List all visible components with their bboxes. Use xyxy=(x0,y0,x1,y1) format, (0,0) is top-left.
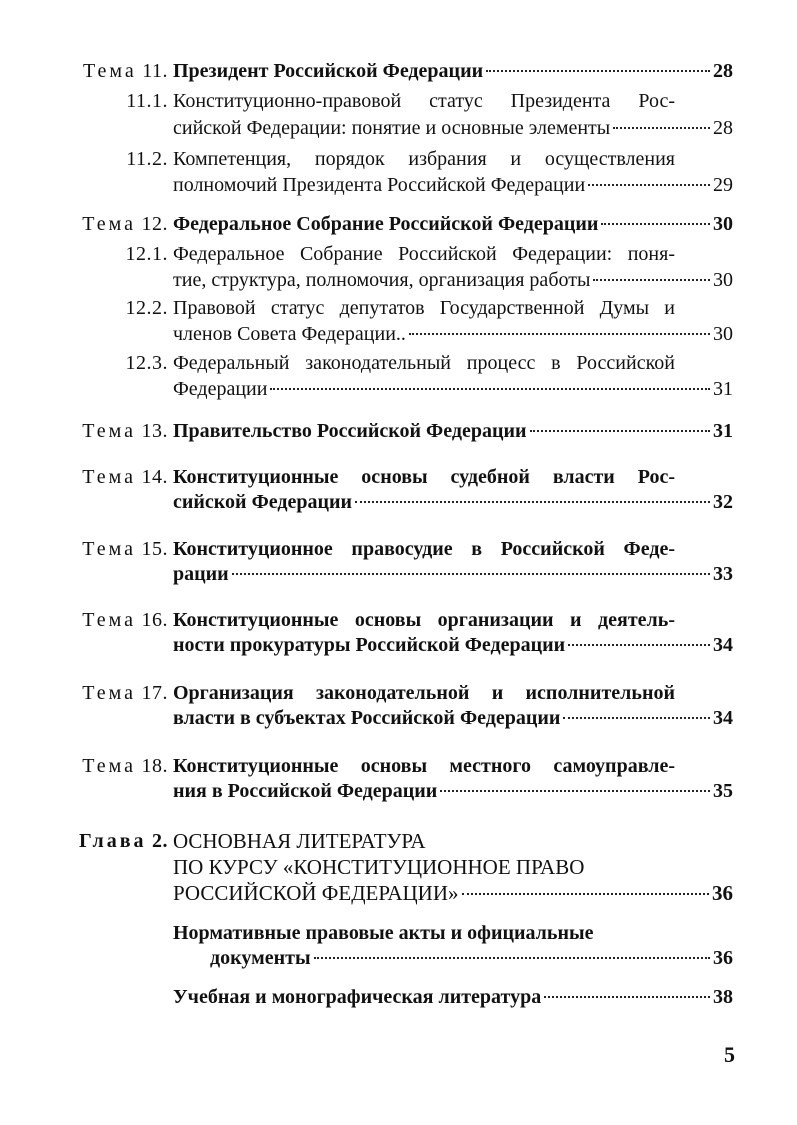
page-ref: 35 xyxy=(713,780,733,802)
page-ref: 30 xyxy=(713,269,733,291)
topic-keyword: Тема xyxy=(82,609,136,631)
topic-number: 16. xyxy=(141,609,168,631)
topic-title-cont: ния в Российской Федерации xyxy=(173,780,438,802)
topic-keyword: Тема xyxy=(82,213,136,235)
leader-dots xyxy=(530,430,710,432)
topic-title-line2 xyxy=(173,561,733,587)
section-title-line2 xyxy=(173,267,733,293)
section-title-line2 xyxy=(173,172,733,198)
leader-dots xyxy=(568,644,710,646)
topic-title: Федеральное Собрание Российской Федерации xyxy=(173,213,599,235)
section-title-cont: полномочий Президента Российской Федерации xyxy=(173,174,586,196)
page-ref: 36 xyxy=(713,947,733,969)
page-ref: 32 xyxy=(713,491,733,513)
topic-title-line1: Организация законодательной и исполнительной xyxy=(173,682,675,704)
topic-number: 14. xyxy=(141,466,168,488)
leader-dots xyxy=(314,957,710,959)
section-title-cont: сийской Федерации: понятие и основные элементы xyxy=(173,117,611,139)
topic-title-line xyxy=(173,211,733,237)
topic-title-cont: ности прокуратуры Российской Федерации xyxy=(173,634,566,656)
section-number: 12.2. xyxy=(125,297,168,319)
topic-keyword: Тема xyxy=(82,466,136,488)
section-number: 12.1. xyxy=(125,243,168,265)
leader-dots xyxy=(409,333,710,335)
topic-label xyxy=(72,682,168,705)
chapter-keyword: Глава xyxy=(79,830,147,852)
topic-title-line2 xyxy=(173,778,733,804)
page-ref: 31 xyxy=(713,378,733,400)
subsection-title-line1: Нормативные правовые акты и официальные xyxy=(173,922,594,944)
topic-keyword: Тема xyxy=(82,682,136,704)
topic-label xyxy=(72,538,168,561)
topic-label xyxy=(72,60,168,83)
topic-title-cont: сийской Федерации xyxy=(173,491,353,513)
topic-keyword: Тема xyxy=(82,538,136,560)
leader-dots xyxy=(593,279,710,281)
page-ref: 34 xyxy=(713,634,733,656)
page-ref: 38 xyxy=(713,986,733,1008)
section-title-line2 xyxy=(173,115,733,141)
leader-dots xyxy=(355,501,710,503)
topic-label xyxy=(72,420,168,443)
section-title-cont: Федерации xyxy=(173,378,268,400)
section-title-line1: Конституционно-правовой статус Президента Рос- xyxy=(173,90,675,112)
chapter-number: 2. xyxy=(152,830,168,852)
section-title-cont: тие, структура, полномочия, организация работы xyxy=(173,269,591,291)
topic-title-line2 xyxy=(173,705,733,731)
subsection-title-line xyxy=(173,984,733,1010)
page-ref: 34 xyxy=(713,707,733,729)
leader-dots xyxy=(601,223,710,225)
chapter-title-line3 xyxy=(173,880,733,906)
topic-number: 12. xyxy=(141,213,168,235)
page-number: 5 xyxy=(724,1042,735,1067)
leader-dots xyxy=(232,573,710,575)
subsection-title-line2 xyxy=(210,945,733,971)
leader-dots xyxy=(544,996,710,998)
topic-number: 17. xyxy=(141,682,168,704)
page-ref: 30 xyxy=(713,213,733,235)
topic-title-line1: Конституционные основы местного самоуправле- xyxy=(173,755,675,777)
topic-title: Президент Российской Федерации xyxy=(173,60,484,82)
leader-dots xyxy=(563,717,710,719)
topic-title-line2 xyxy=(173,632,733,658)
section-title-line1: Федеральный законодательный процесс в Российской xyxy=(173,352,675,374)
page-ref: 36 xyxy=(712,881,733,905)
topic-title: Правительство Российской Федерации xyxy=(173,420,527,442)
section-title-line1: Федеральное Собрание Российской Федерации: поня- xyxy=(173,243,675,265)
page-ref: 33 xyxy=(713,563,733,585)
topic-title-cont: власти в субъектах Российской Федерации xyxy=(173,707,561,729)
topic-keyword: Тема xyxy=(82,420,136,442)
topic-title-line1: Конституционные основы судебной власти Рос- xyxy=(173,466,675,488)
leader-dots xyxy=(462,893,710,895)
topic-label xyxy=(72,466,168,489)
leader-dots xyxy=(486,70,710,72)
leader-dots xyxy=(588,184,710,186)
chapter-title-line1: ОСНОВНАЯ ЛИТЕРАТУРА xyxy=(173,829,426,853)
topic-title-line xyxy=(173,418,733,444)
section-number: 11.1. xyxy=(126,90,168,112)
section-title-line1: Правовой статус депутатов Государственной Думы и xyxy=(173,297,675,319)
topic-number: 11. xyxy=(142,60,168,82)
chapter-title-line2: ПО КУРСУ «КОНСТИТУЦИОННОЕ ПРАВО xyxy=(173,855,585,879)
section-number: 12.3. xyxy=(125,352,168,374)
topic-number: 13. xyxy=(141,420,168,442)
topic-number: 15. xyxy=(141,538,168,560)
topic-title-cont: рации xyxy=(173,563,229,585)
topic-title-line1: Конституционное правосудие в Российской Феде- xyxy=(173,538,675,560)
subsection-title-cont: документы xyxy=(210,947,311,969)
subsection-title: Учебная и монографическая литература xyxy=(173,986,542,1008)
topic-label xyxy=(72,609,168,632)
topic-label xyxy=(72,213,168,236)
topic-keyword: Тема xyxy=(83,60,137,82)
topic-title-line2 xyxy=(173,489,733,515)
topic-label xyxy=(72,755,168,778)
page-ref: 28 xyxy=(713,117,733,139)
chapter-label xyxy=(60,830,168,853)
section-title-line2 xyxy=(173,321,733,347)
section-title-line2 xyxy=(173,376,733,402)
page-ref: 31 xyxy=(713,420,733,442)
section-number: 11.2. xyxy=(126,148,168,170)
topic-number: 18. xyxy=(141,755,168,777)
leader-dots xyxy=(440,790,710,792)
page-ref: 30 xyxy=(713,323,733,345)
leader-dots xyxy=(270,388,710,390)
section-title-cont: членов Совета Федерации.. xyxy=(173,323,406,345)
topic-title-line xyxy=(173,58,733,84)
topic-keyword: Тема xyxy=(82,755,136,777)
page-ref: 29 xyxy=(713,174,733,196)
topic-title-line1: Конституционные основы организации и деятель- xyxy=(173,609,675,631)
page-ref: 28 xyxy=(713,60,733,82)
chapter-title-cont: РОССИЙСКОЙ ФЕДЕРАЦИИ» xyxy=(173,881,459,905)
leader-dots xyxy=(613,127,710,129)
section-title-line1: Компетенция, порядок избрания и осуществления xyxy=(173,148,675,170)
